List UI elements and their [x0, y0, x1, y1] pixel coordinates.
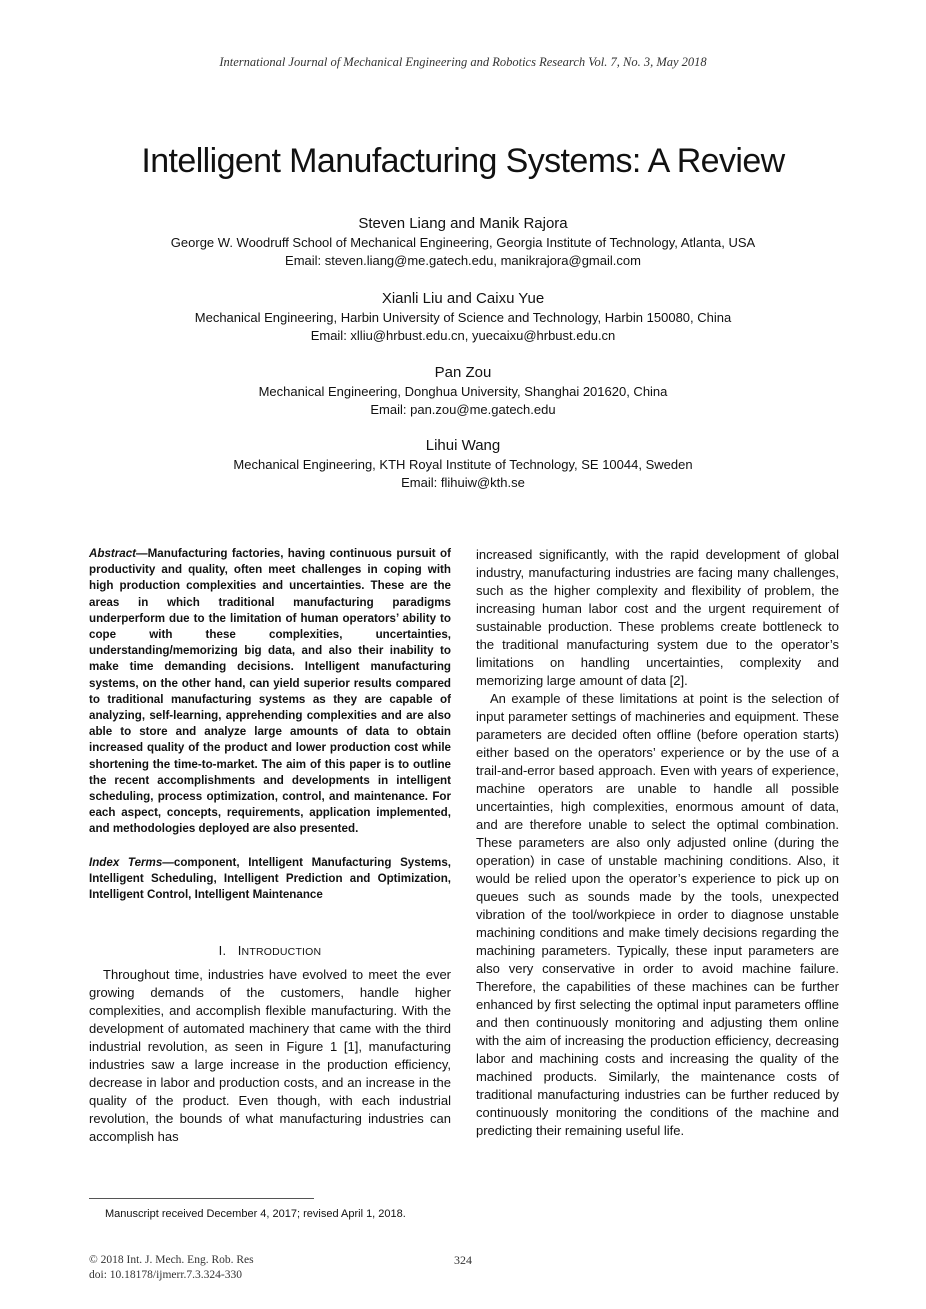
author-email: Email: steven.liang@me.gatech.edu, manikrajora@gmail.com: [285, 253, 641, 268]
section-heading-introduction: [89, 943, 451, 958]
author-names: Steven Liang and Manik Rajora: [358, 215, 568, 232]
author-affiliation: George W. Woodruff School of Mechanical Engineering, Georgia Institute of Technology, Atlanta, USA: [170, 235, 756, 250]
author-affiliation: Mechanical Engineering, Donghua University, Shanghai 201620, China: [258, 384, 668, 399]
index-terms-text: —component, Intelligent Manufacturing Systems, Intelligent Scheduling, Intelligent Prediction and Optimization, Intelligent Control, Intelligent Maintenance: [89, 855, 451, 902]
footnote: Manuscript received December 4, 2017; revised April 1, 2018.: [105, 1208, 406, 1220]
author-block-1: [0, 214, 926, 270]
left-column: [89, 546, 451, 1146]
index-terms-label: Index Terms: [89, 855, 163, 869]
author-block-2: [0, 289, 926, 345]
intro-paragraph: Throughout time, industries have evolved to meet the ever growing demands of the customers, handle higher complexities, and accomplish flexible manufacturing. With the development of automated machinery that came with the third industrial revolution, as seen in Figure 1 [1], manufacturing industries saw a large increase in the production efficiency, decrease in labor and production costs, and an increase in the quality of the product. Even though, with each industrial revolution, the bounds of what manufacturing industries can accomplish has: [89, 967, 451, 1145]
author-email: Email: xlliu@hrbust.edu.cn, yuecaixu@hrbust.edu.cn: [310, 328, 616, 343]
abstract-text: —Manufacturing factories, having continuous pursuit of productivity and quality, often meet challenges in coping with high production complexities and uncertainties. These are the areas in which traditional manufacturing paradigms underperform due to the limitation of human operators’ ability to cope with these complexities, uncertainties, understanding/memorizing big data, and also their inability to make time demanding decisions. Intelligent manufacturing systems, on the other hand, can yield superior results compared to traditional manufacturing systems as they are capable of analyzing, self-learning, apprehending complexities and are also able to store and analyze large amounts of data to obtain increased quality of the product and lower production cost while shortening the time-to-market. The aim of this paper is to outline the recent accomplishments and developments in intelligent scheduling, process optimization, control, and maintenance. For each aspect, concepts, requirements, application implemented, and methodologies deployed are also presented.: [89, 547, 451, 836]
body-paragraph-continued: increased significantly, with the rapid development of global industry, manufacturing industries are facing many challenges, such as the higher complexity and flexibility of problem, the increasing human labor cost and the urgent requirement of sustainable production. These problems create bottleneck to the traditional manufacturing system due to the operator’s limitations on handling uncertainties, complexity and memorizing large amount of data [2].: [476, 547, 839, 688]
running-header: International Journal of Mechanical Engineering and Robotics Research Vol. 7, No. 3, May 2018: [219, 55, 707, 69]
author-names: Xianli Liu and Caixu Yue: [381, 290, 545, 307]
abstract-label: Abstract: [89, 547, 137, 560]
index-terms: [89, 855, 451, 904]
author-email: Email: pan.zou@me.gatech.edu: [370, 402, 556, 417]
doi: doi: 10.18178/ijmerr.7.3.324-330: [89, 1269, 243, 1281]
author-email: Email: flihuiw@kth.se: [401, 475, 525, 490]
abstract: [89, 546, 451, 838]
author-block-4: [0, 436, 926, 492]
author-block-3: [0, 363, 926, 419]
page-number: 324: [454, 1253, 472, 1267]
author-affiliation: Mechanical Engineering, Harbin University of Science and Technology, Harbin 150080, China: [194, 310, 732, 325]
section-title-initial: I: [237, 943, 242, 959]
section-number: I.: [218, 943, 227, 959]
paper-title: Intelligent Manufacturing Systems: A Review: [141, 142, 785, 180]
right-column: [476, 546, 839, 1140]
section-title-rest: NTRODUCTION: [241, 946, 322, 959]
author-names: Lihui Wang: [425, 437, 501, 454]
footnote-divider: [89, 1198, 314, 1199]
body-paragraph: An example of these limitations at point is the selection of input parameter settings of machineries and equipment. These parameters are decided often offline (before operation starts) either based on the operators’ experience or by the use of a trail-and-error based approach. Even with years of experience, machine operators are unable to handle all possible uncertainties, high complexities, enormous amount of data, and are therefore unable to select the optimal combination. These parameters are also only adjusted online (during the operation) in case of unstable machining conditions. Also, it would be relied upon the operator’s experience to pick up on queues such as sounds made by the tools, unexpected vibration of the tool/workpiece in order to diagnose unstable machining conditions and make timely decisions regarding the machining parameters. Typically, these input parameters are also very conservative in order to avoid machine failure. Therefore, the capabilities of these machines can be further enhanced by first selecting the optimal input parameters offline and then continuously monitoring and adjusting them online with the aim of increasing the production efficiency, decreasing labor and machining costs and increasing the quality of the machined products. Similarly, the maintenance costs of traditional manufacturing industries can be further reduced by continuously monitoring the conditions of the machine and predicting their remaining useful life.: [476, 691, 839, 1138]
author-affiliation: Mechanical Engineering, KTH Royal Institute of Technology, SE 10044, Sweden: [233, 457, 693, 472]
author-names: Pan Zou: [434, 364, 492, 381]
copyright-notice: © 2018 Int. J. Mech. Eng. Rob. Res: [89, 1254, 254, 1266]
